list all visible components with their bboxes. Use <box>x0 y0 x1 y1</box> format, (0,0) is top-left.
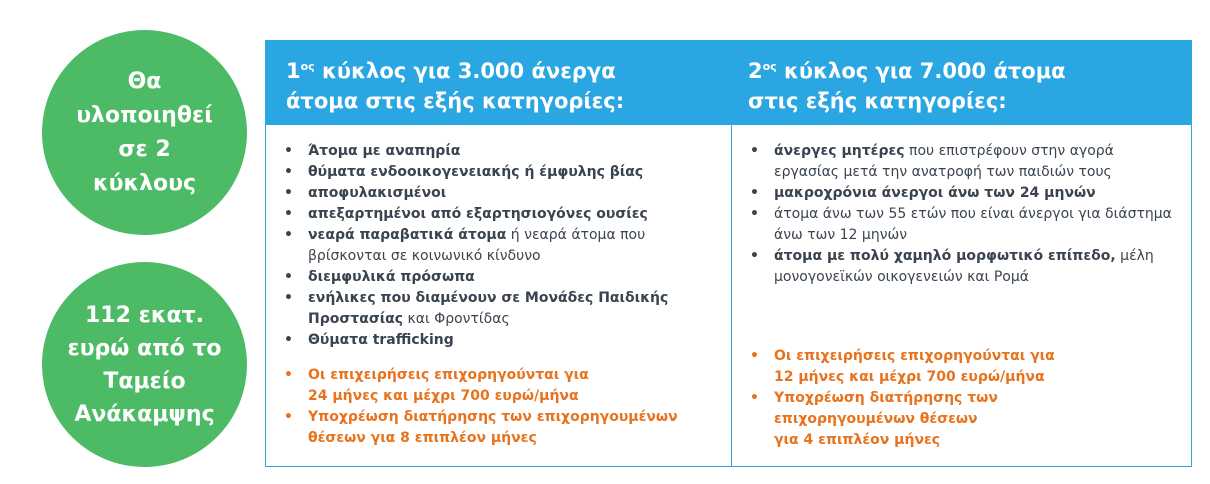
cycles-circle-text: Θα υλοποιηθεί σε 2 κύκλους <box>76 68 213 196</box>
cycle1-conditions-list <box>282 365 722 449</box>
condition-item: • Υποχρέωση διατήρησης των επιχορηγουμένων θέσεων για 8 επιπλέον μήνες <box>282 407 722 449</box>
column-divider <box>731 125 732 466</box>
list-item: • μακροχρόνια άνεργοι άνω των 24 μηνών <box>748 183 1178 204</box>
list-item: • Άτομα με αναπηρία <box>282 141 722 162</box>
condition-item: • Οι επιχειρήσεις επιχορηγούνται για 24 μήνες και μέχρι 700 ευρώ/μήνα <box>282 365 722 407</box>
list-item: • αποφυλακισμένοι <box>282 183 722 204</box>
cycle1-title: $1^{o\varsigma}$ κύκλος για 3.000 άνεργα άτομα στις εξής κατηγορίες: <box>286 59 625 113</box>
list-item: • άτομα με πολύ χαμηλό μορφωτικό επίπεδο, μέλη μονογονεϊκών οικογενειών και Ρομά <box>748 246 1178 288</box>
list-item: • άτομα άνω των 55 ετών που είναι άνεργοι για διάστημα άνω των 12 μηνών <box>748 204 1178 246</box>
condition-item: • Υποχρέωση διατήρησης των επιχορηγουμένων θέσεων για 4 επιπλέον μήνες <box>748 388 1178 451</box>
cycle2-column <box>748 141 1178 451</box>
list-item: • άνεργες μητέρες που επιστρέφουν στην αγορά εργασίας μετά την ανατροφή των παιδιών τους <box>748 141 1178 183</box>
list-item: • νεαρά παραβατικά άτομα ή νεαρά άτομα που βρίσκονται σε κοινωνικό κίνδυνο <box>282 225 722 267</box>
list-item: • θύματα ενδοοικογενειακής ή έμφυλης βίας <box>282 162 722 183</box>
budget-circle <box>42 262 247 467</box>
list-item: • ενήλικες που διαμένουν σε Μονάδες Παιδικής Προστασίας και Φροντίδας <box>282 288 722 330</box>
budget-circle-text: 112 εκατ. ευρώ από το Ταμείο Ανάκαμψης <box>67 302 222 427</box>
panel-header <box>266 41 1191 125</box>
list-item: • Θύματα trafficking <box>282 330 722 351</box>
list-item: • απεξαρτημένοι από εξαρτησιογόνες ουσίες <box>282 204 722 225</box>
cycle2-title: $2^{o\varsigma}$ κύκλος για 7.000 άτομα στις εξής κατηγορίες: <box>748 59 1066 113</box>
cycle1-column <box>282 141 722 449</box>
cycles-panel <box>265 40 1192 467</box>
cycle2-conditions-list <box>748 346 1178 451</box>
cycle1-category-list <box>282 141 722 351</box>
cycles-circle <box>42 30 247 235</box>
condition-item: • Οι επιχειρήσεις επιχορηγούνται για 12 μήνες και μέχρι 700 ευρώ/μήνα <box>748 346 1178 388</box>
list-item: • διεμφυλικά πρόσωπα <box>282 267 722 288</box>
cycle2-category-list <box>748 141 1178 288</box>
